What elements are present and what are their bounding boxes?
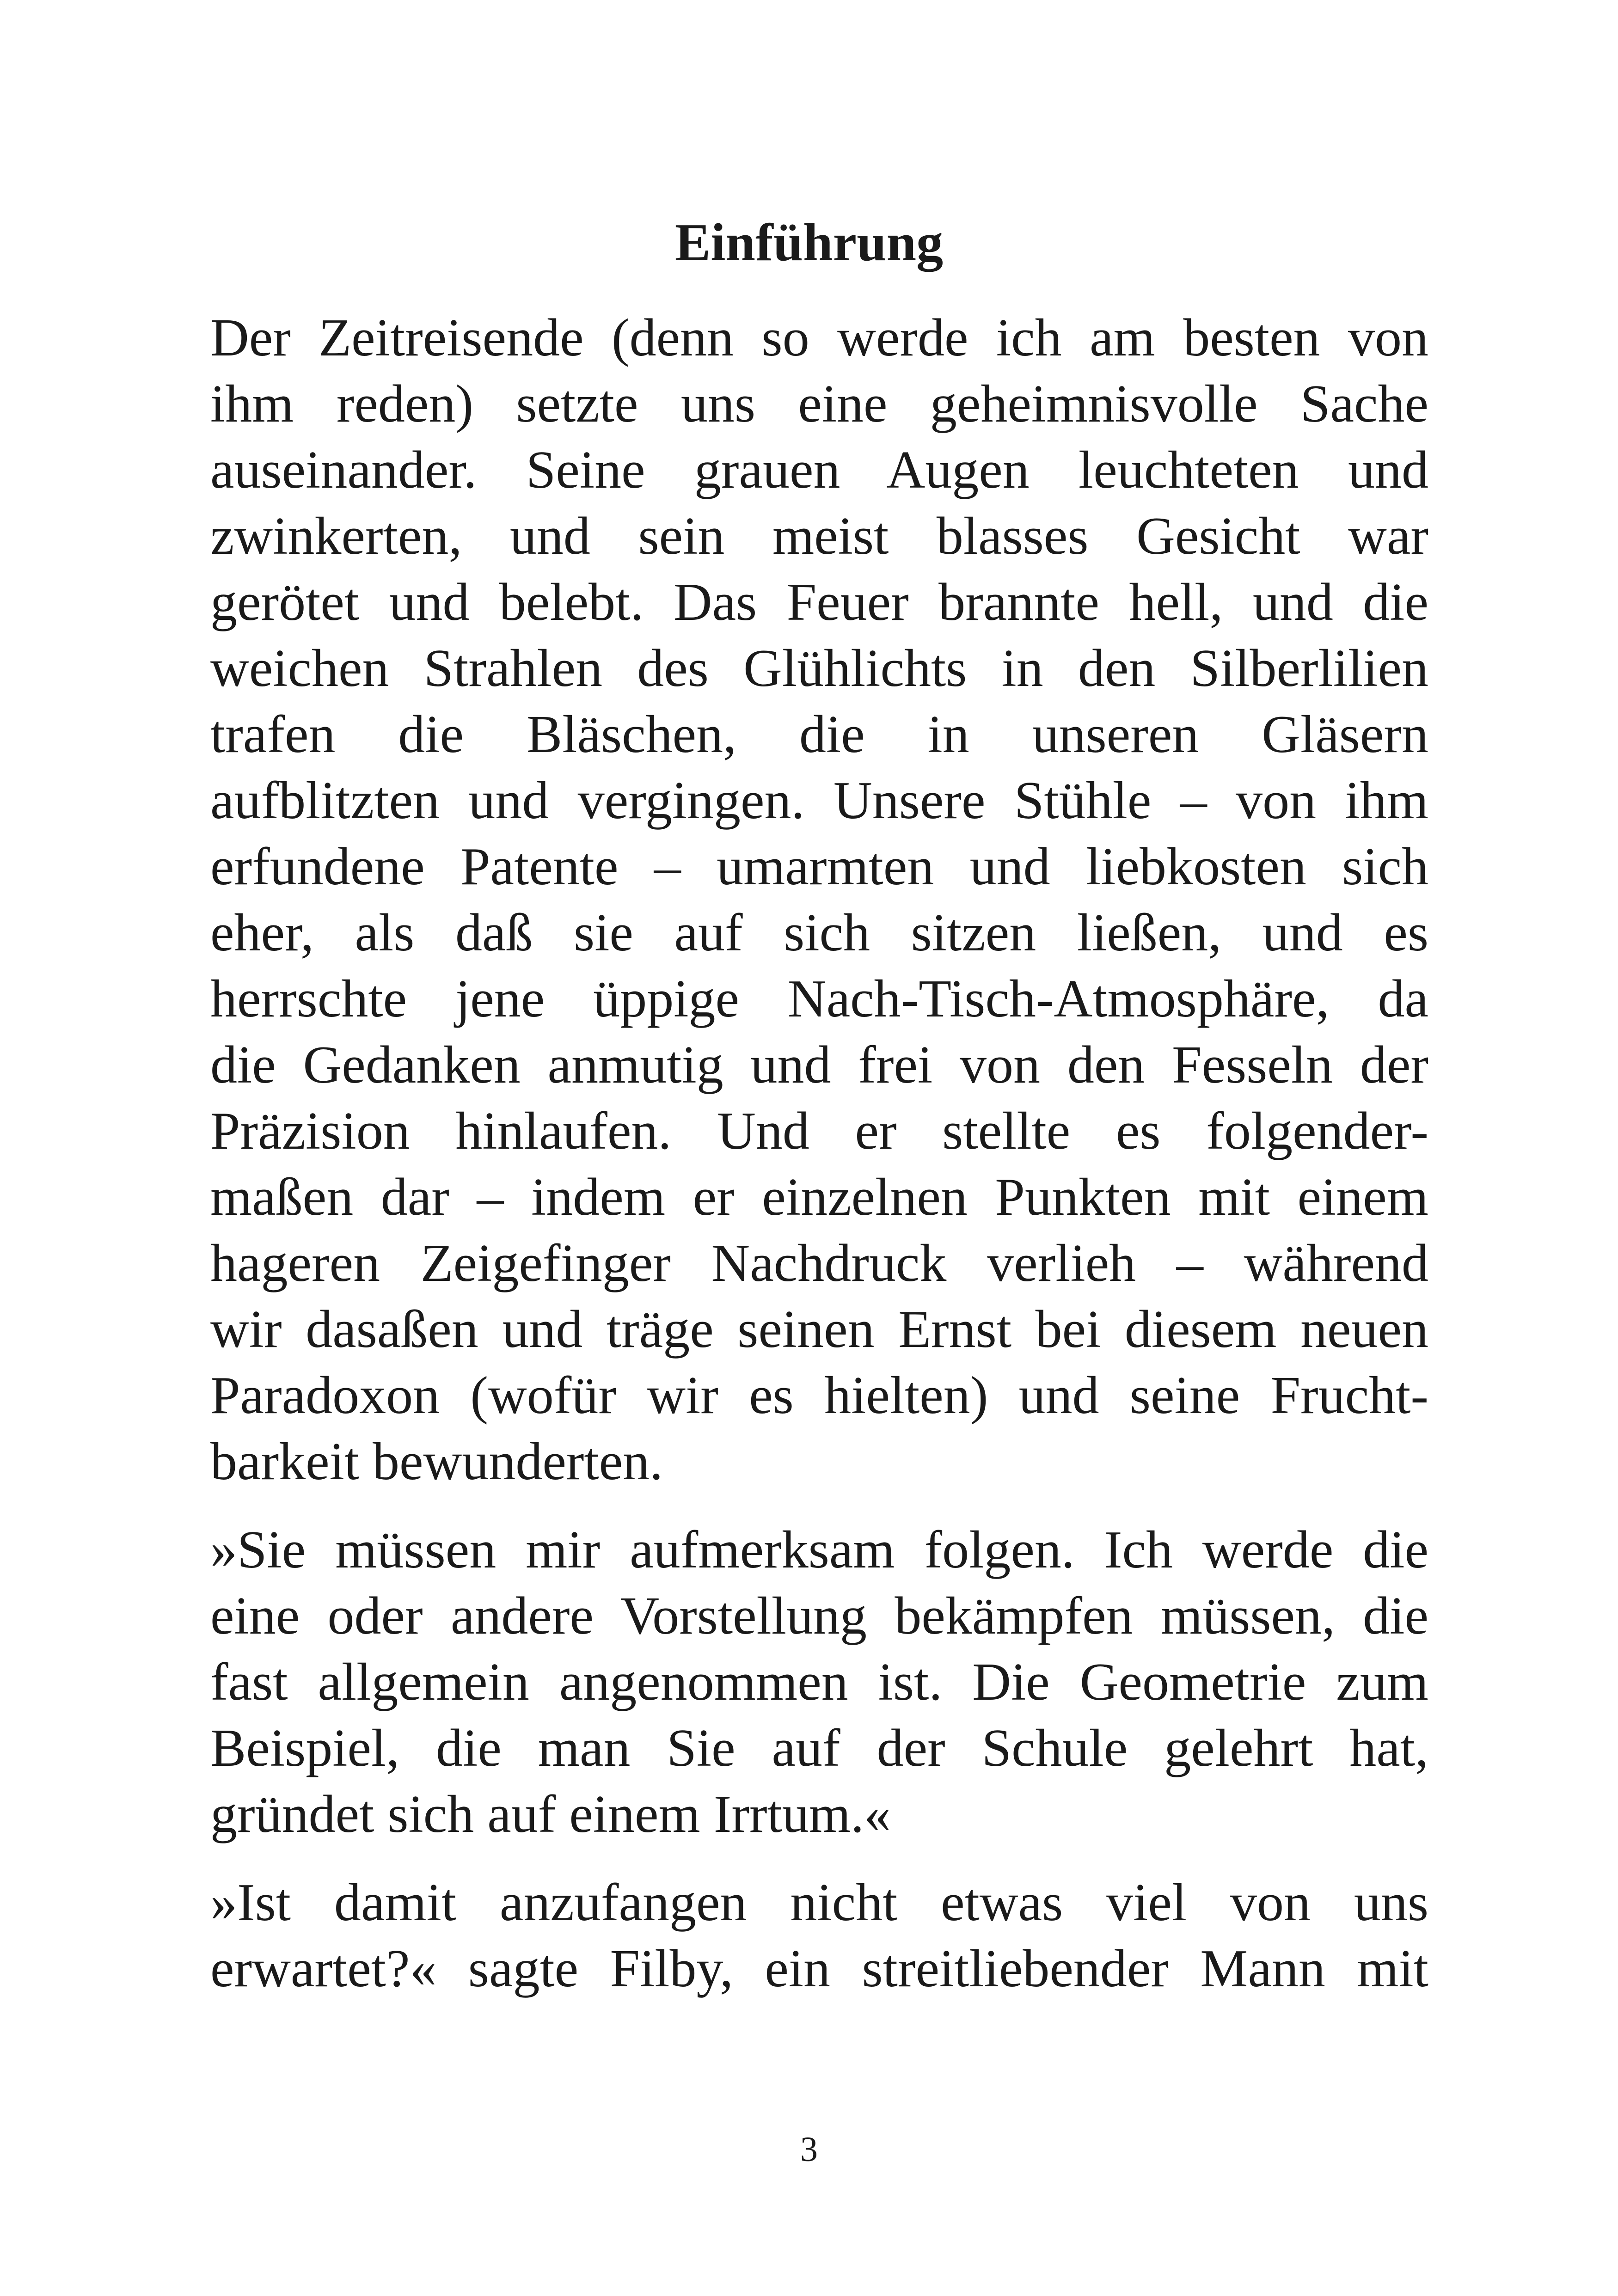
text-line: aufblitzten und vergingen. Unsere Stühle – von ihm xyxy=(210,771,1428,830)
text-line: »Ist damit anzufangen nicht etwas viel von uns xyxy=(210,1873,1428,1932)
text-line: gründet sich auf einem Irrtum.« xyxy=(210,1785,891,1844)
text-line: Der Zeitreisende (denn so werde ich am besten von xyxy=(210,308,1428,367)
text-line: erfundene Patente – umarmten und liebkosten sich xyxy=(210,837,1428,896)
text-line: maßen dar – indem er einzelnen Punkten mit einem xyxy=(210,1168,1428,1227)
text-line: Paradoxon (wofür wir es hielten) und seine Frucht- xyxy=(210,1366,1428,1425)
text-line: ihm reden) setzte uns eine geheimnisvolle Sache xyxy=(210,374,1428,434)
text-line: trafen die Bläschen, die in unseren Gläsern xyxy=(210,705,1428,764)
text-line: eher, als daß sie auf sich sitzen ließen, und es xyxy=(210,903,1428,962)
text-line: fast allgemein angenommen ist. Die Geometrie zum xyxy=(210,1653,1428,1712)
text-line: eine oder andere Vorstellung bekämpfen müssen, die xyxy=(210,1586,1428,1646)
page-number: 3 xyxy=(800,2130,818,2169)
paragraph-1 xyxy=(210,305,1428,1495)
text-line: erwartet?« sagte Filby, ein streitliebender Mann mit xyxy=(210,1939,1428,1998)
text-line: barkeit bewunderten. xyxy=(210,1432,663,1491)
paragraph-3 xyxy=(210,1870,1428,2002)
text-line: wir dasaßen und träge seinen Ernst bei diesem neuen xyxy=(210,1300,1428,1359)
text-line: »Sie müssen mir aufmerksam folgen. Ich werde die xyxy=(210,1520,1428,1580)
text-line: hageren Zeigefinger Nachdruck verlieh – während xyxy=(210,1234,1428,1293)
text-line: zwinkerten, und sein meist blasses Gesicht war xyxy=(210,507,1428,566)
text-line: Beispiel, die man Sie auf der Schule gelehrt hat, xyxy=(210,1719,1428,1778)
chapter-heading: Einführung xyxy=(674,213,944,272)
paragraph-2 xyxy=(210,1517,1428,1848)
text-line: weichen Strahlen des Glühlichts in den Silberlilien xyxy=(210,639,1428,698)
text-line: auseinander. Seine grauen Augen leuchteten und xyxy=(210,441,1428,500)
text-line: die Gedanken anmutig und frei von den Fesseln der xyxy=(210,1035,1428,1095)
text-line: Präzision hinlaufen. Und er stellte es folgender- xyxy=(210,1102,1428,1161)
text-line: herrschte jene üppige Nach-Tisch-Atmosphäre, da xyxy=(210,969,1428,1029)
text-line: gerötet und belebt. Das Feuer brannte hell, und die xyxy=(210,573,1428,632)
